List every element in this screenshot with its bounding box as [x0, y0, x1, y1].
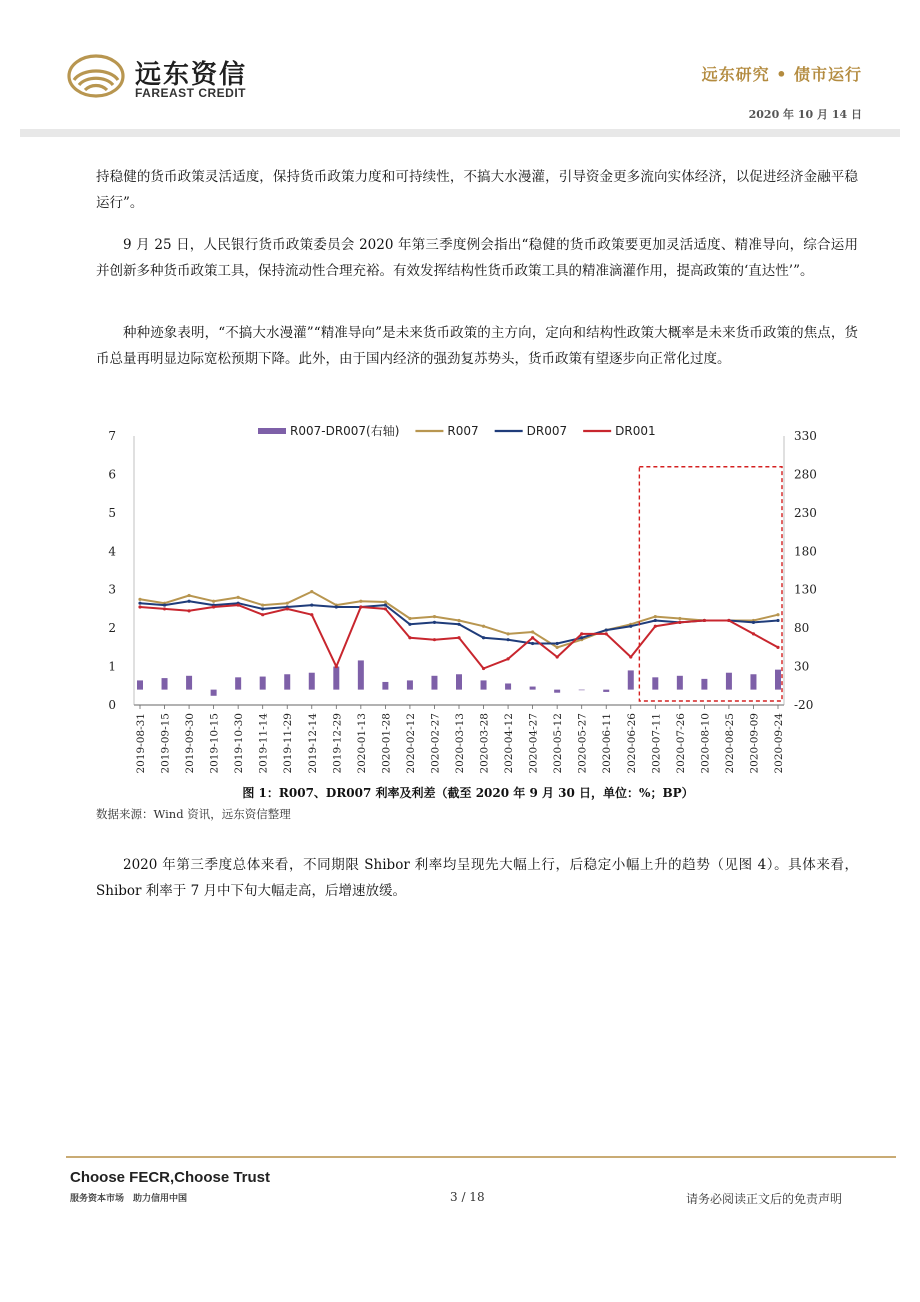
spread-bar — [775, 670, 781, 690]
series-point-dr007 — [776, 619, 779, 622]
legend-swatch-r007-dr007- — [258, 428, 286, 434]
x-tick-label: 2020-06-11 — [601, 713, 614, 774]
y-tick-label-right: 230 — [794, 505, 817, 520]
spread-bar — [260, 677, 266, 690]
series-point-dr001 — [163, 607, 166, 610]
paragraph-2: 9 月 25 日，人民银行货币政策委员会 2020 年第三季度例会指出“稳健的货币政策要更加灵活适度、精准导向，综合运用并创新多种货币政策工具，保持流动性合理充裕。有效发挥结构性货币政策工具的精准滴灌作用，提高政策的‘直达性’”。 — [96, 237, 858, 279]
y-tick-label-right: 180 — [794, 544, 817, 559]
figure-caption: 图 1：R007、DR007 利率及利差（截至 2020 年 9 月 30 日，单位：%；BP） — [242, 786, 694, 800]
legend-label: R007 — [447, 424, 479, 438]
series-point-dr001 — [286, 607, 289, 610]
series-point-r007 — [482, 625, 485, 628]
x-tick-label: 2020-09-09 — [748, 713, 761, 774]
legend-label: DR007 — [526, 424, 568, 438]
series-point-dr001 — [605, 632, 608, 635]
x-tick-label: 2019-11-14 — [257, 713, 270, 774]
spread-bar — [162, 678, 168, 690]
series-point-dr001 — [580, 632, 583, 635]
series-point-dr007 — [261, 607, 264, 610]
spread-bar — [579, 690, 585, 691]
series-point-dr001 — [310, 613, 313, 616]
y-tick-label-right: 130 — [794, 582, 817, 597]
spread-bar — [554, 690, 560, 693]
x-tick-label: 2019-12-14 — [306, 713, 319, 774]
spread-bar — [382, 682, 388, 690]
spread-bar — [186, 676, 192, 690]
spread-bar — [235, 677, 241, 689]
y-tick-label-left: 6 — [108, 467, 116, 482]
series-point-r007 — [261, 603, 264, 606]
legend-label: DR001 — [615, 424, 656, 438]
x-tick-label: 2020-08-10 — [699, 713, 712, 774]
rate-spread-chart — [96, 418, 840, 778]
series-point-r007 — [556, 646, 559, 649]
page-number: 3 / 18 — [450, 1190, 485, 1204]
y-tick-label-right: -20 — [794, 698, 814, 712]
x-tick-label: 2019-09-15 — [159, 713, 172, 774]
series-point-r007 — [433, 615, 436, 618]
x-tick-label: 2020-04-12 — [503, 713, 516, 774]
legend-label: R007-DR007(右轴) — [290, 424, 400, 438]
spread-bar — [358, 660, 364, 689]
series-point-dr001 — [629, 655, 632, 658]
series-point-r007 — [457, 619, 460, 622]
y-tick-label-right: 80 — [794, 621, 810, 636]
x-tick-label: 2020-09-24 — [773, 713, 785, 774]
x-tick-label: 2020-06-26 — [625, 713, 638, 774]
series-point-dr007 — [506, 638, 509, 641]
x-tick-label: 2020-05-12 — [552, 713, 565, 774]
series-point-dr001 — [187, 609, 190, 612]
paragraph-1: 持稳健的货币政策灵活适度，保持货币政策力度和可持续性，不搞大水漫灌，引导资金更多流向实体经济，以促进经济金融平稳运行”。 — [96, 169, 858, 211]
y-tick-label-left: 0 — [108, 698, 116, 712]
footer-subslogan: 服务资本市场 助力信用中国 — [70, 1194, 188, 1204]
series-point-r007 — [506, 632, 509, 635]
series-point-dr007 — [605, 628, 608, 631]
spread-bar — [284, 674, 290, 689]
series-point-dr007 — [408, 623, 411, 626]
series-point-dr001 — [703, 619, 706, 622]
y-tick-label-right: 330 — [794, 429, 817, 443]
series-point-dr007 — [433, 621, 436, 624]
series-point-dr007 — [752, 621, 755, 624]
series-point-dr001 — [457, 636, 460, 639]
footer-disclaimer: 请务必阅读正文后的免责声明 — [685, 1192, 842, 1206]
spread-bar — [407, 680, 413, 689]
series-point-dr007 — [629, 625, 632, 628]
series-point-dr007 — [335, 605, 338, 608]
series-point-dr001 — [212, 605, 215, 608]
series-point-dr001 — [138, 605, 141, 608]
series-point-dr001 — [752, 632, 755, 635]
y-tick-label-left: 2 — [108, 621, 116, 636]
series-point-r007 — [310, 590, 313, 593]
footer-divider — [66, 1156, 896, 1158]
y-tick-label-left: 4 — [108, 544, 116, 559]
x-tick-label: 2020-02-27 — [429, 713, 442, 774]
x-tick-label: 2020-02-12 — [404, 713, 417, 774]
series-point-dr001 — [678, 621, 681, 624]
series-point-dr007 — [384, 603, 387, 606]
spread-bar — [333, 667, 339, 690]
series-point-dr001 — [506, 657, 509, 660]
spread-bar — [701, 679, 707, 690]
brand-name-en: FAREAST CREDIT — [135, 86, 247, 100]
series-point-dr001 — [237, 603, 240, 606]
series-point-dr007 — [556, 642, 559, 645]
page-header — [0, 0, 920, 130]
spread-bar — [603, 690, 609, 692]
figure-source: 数据来源：Wind 资讯，远东资信整理 — [96, 807, 291, 821]
spread-bar — [211, 690, 217, 696]
spread-bar — [750, 674, 756, 689]
series-point-r007 — [384, 600, 387, 603]
spread-bar — [505, 683, 511, 689]
series-point-r007 — [408, 617, 411, 620]
spread-bar — [456, 674, 462, 689]
spread-bar — [677, 676, 683, 690]
series-point-dr001 — [359, 605, 362, 608]
paragraph-3: 种种迹象表明，“不搞大水漫灌”“精准导向”是未来货币政策的主方向，定向和结构性政策大概率是未来货币政策的焦点，货币总量再明显边际宽松预期下降。此外，由于国内经济的强劲复苏势头，货币政策有望逐步向正常化过度。 — [96, 325, 858, 367]
series-point-dr001 — [482, 667, 485, 670]
footer-slogan: Choose FECR,Choose Trust — [70, 1169, 271, 1186]
series-point-r007 — [286, 602, 289, 605]
series-point-dr001 — [654, 625, 657, 628]
report-series: 远东研究 • 债市运行 — [701, 65, 862, 84]
paragraph-4: 2020 年第三季度总体来看，不同期限 Shibor 利率均呈现先大幅上行，后稳定小幅上升的趋势（见图 4）。具体来看，Shibor 利率于 7 月中下旬大幅走高，后增速放缓。 — [96, 857, 858, 899]
series-point-r007 — [654, 615, 657, 618]
x-tick-label: 2020-04-27 — [527, 713, 540, 774]
series-point-dr001 — [261, 613, 264, 616]
series-point-dr007 — [138, 602, 141, 605]
series-point-dr001 — [408, 636, 411, 639]
spread-bar — [726, 673, 732, 690]
x-tick-label: 2020-07-26 — [674, 713, 687, 774]
series-point-dr007 — [654, 619, 657, 622]
series-point-dr001 — [531, 636, 534, 639]
x-tick-label: 2019-11-29 — [282, 713, 295, 774]
series-point-dr007 — [531, 642, 534, 645]
spread-bar — [137, 680, 143, 689]
y-tick-label-left: 7 — [108, 429, 116, 443]
series-point-dr007 — [482, 636, 485, 639]
x-tick-label: 2019-08-31 — [135, 713, 147, 774]
x-tick-label: 2019-09-30 — [184, 713, 197, 774]
x-tick-label: 2019-10-30 — [233, 713, 246, 774]
y-tick-label-right: 280 — [794, 467, 817, 482]
series-point-dr007 — [457, 623, 460, 626]
x-tick-label: 2020-01-28 — [380, 713, 393, 774]
series-point-dr007 — [163, 603, 166, 606]
series-point-dr001 — [433, 638, 436, 641]
series-point-dr007 — [310, 603, 313, 606]
x-tick-label: 2019-12-29 — [331, 713, 344, 774]
series-point-r007 — [359, 600, 362, 603]
brand-name-cn: 远东资信 — [135, 60, 248, 90]
series-point-r007 — [138, 598, 141, 601]
y-tick-label-left: 3 — [108, 582, 116, 597]
report-date: 2020 年 10 月 14 日 — [748, 108, 862, 121]
spread-bar — [309, 673, 315, 690]
spread-bar — [431, 676, 437, 690]
x-tick-label: 2020-01-13 — [355, 713, 368, 774]
series-point-dr001 — [556, 655, 559, 658]
series-point-dr007 — [187, 600, 190, 603]
series-point-r007 — [531, 630, 534, 633]
x-tick-label: 2019-10-15 — [208, 713, 221, 774]
series-point-dr007 — [580, 636, 583, 639]
fareast-logo-icon — [66, 52, 126, 100]
highlight-box — [639, 467, 782, 701]
y-tick-label-left: 5 — [108, 505, 116, 520]
series-point-dr001 — [776, 646, 779, 649]
header-divider — [20, 129, 900, 137]
series-point-r007 — [237, 596, 240, 599]
spread-bar — [628, 670, 634, 689]
x-tick-label: 2020-03-28 — [478, 713, 491, 774]
y-tick-label-left: 1 — [108, 659, 116, 674]
series-point-dr001 — [335, 665, 338, 668]
y-tick-label-right: 30 — [794, 659, 810, 674]
series-point-r007 — [776, 613, 779, 616]
series-point-dr001 — [727, 619, 730, 622]
x-tick-label: 2020-05-27 — [576, 713, 589, 774]
spread-bar — [481, 680, 487, 689]
x-tick-label: 2020-07-11 — [650, 713, 663, 774]
x-tick-label: 2020-03-13 — [454, 713, 466, 774]
series-point-r007 — [187, 594, 190, 597]
x-tick-label: 2020-08-25 — [723, 713, 736, 774]
spread-bar — [530, 687, 536, 690]
series-point-r007 — [212, 600, 215, 603]
series-point-r007 — [678, 617, 681, 620]
series-point-dr001 — [384, 607, 387, 610]
spread-bar — [652, 677, 658, 689]
